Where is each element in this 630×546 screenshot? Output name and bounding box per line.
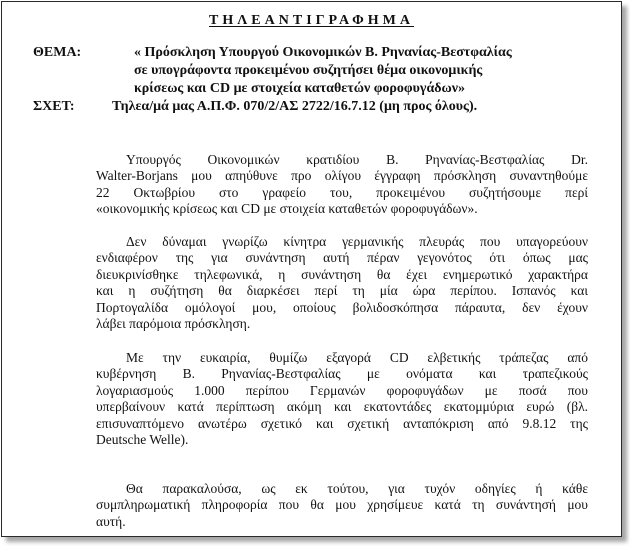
- paragraph-line: Με την ευκαιρία, θυμίζω εξαγορά CD ελβετικής τράπεζας από: [126, 350, 588, 365]
- paragraph-line: Πορτογαλίδα ομόλογοί μου, οποίους βολιδοσκόπησα πάραυτα, δεν έχουν: [96, 299, 588, 315]
- paragraph-line: λάβει παρόμοια πρόσκληση.: [96, 316, 251, 332]
- reference-line: [33, 98, 603, 116]
- paragraph-line: Υπουργός Οικονομικών κρατιδίου Β. Ρηνανίας-Βεστφαλίας Dr.: [126, 152, 588, 167]
- paragraph-2: [96, 234, 588, 332]
- paragraph-4: [96, 481, 588, 530]
- paragraph-line: «οικονομικής κρίσεως και CD με στοιχεία καταθετών φοροφυγάδων».: [96, 201, 478, 217]
- paragraph-line: λογαριασμούς 1.000 περίπου Γερμανών φοροφυγάδων με ποσά που: [96, 382, 588, 398]
- paragraph-line: αυτή.: [96, 513, 126, 529]
- document-title: ΤΗΛΕΑΝΤΙΓΡΑΦΗΜΑ: [209, 13, 414, 28]
- paragraph-line: διευκρινίσθηκε τηλεφωνικά, η συνάντηση θα έχει ενημερωτικό χαρακτήρα: [96, 266, 588, 282]
- subject-line: [33, 44, 603, 62]
- paragraph-line: κυβέρνηση Β. Ρηνανίας-Βεστφαλίας με ονόματα και τραπεζικούς: [96, 366, 588, 382]
- document-page: [1, 1, 622, 537]
- paragraph-line: και η συζήτηση θα διαρκέσει περί τη μία ώρα περίπου. Ισπανός και: [96, 283, 588, 299]
- paragraph-line: ενδιαφέρον της για συνάντηση αυτή πέραν γεγονότος ότι όπως μας: [96, 250, 588, 266]
- subject-text-line: « Πρόσκληση Υπουργού Οικονομικών Β. Ρηνανίας-Βεστφαλίας: [134, 45, 512, 60]
- paragraph-line: υπερβαίνουν κατά περίπτωση ακόμη και εκατοντάδες εκατομμύρια ευρώ (βλ.: [96, 399, 588, 415]
- paragraph-line: Θα παρακαλούσα, ως εκ τούτου, για τυχόν οδηγίες ή κάθε: [126, 481, 588, 496]
- paragraph-3: [96, 350, 588, 448]
- paragraph-line: 22 Οκτωβρίου στο γραφείο του, προκειμένου συζητήσουμε περί: [96, 184, 588, 200]
- paragraph-1: [96, 152, 588, 218]
- paragraph-line: Walter-Borjans μου απηύθυνε προ ολίγου έγγραφη πρόσκληση συναντηθούμε: [96, 168, 588, 184]
- subject-text-line: σε υπογράφοντα προκειμένου συζητήσει θέμα οικονομικής: [134, 63, 483, 78]
- subject-block: [33, 44, 603, 116]
- paragraph-line: Δεν δύναμαι γνωρίζω κίνητρα γερμανικής πλευράς που υπαγορεύουν: [126, 234, 588, 249]
- subject-text-line: κρίσεως και CD με στοιχεία καταθετών φοροφυγάδων»: [134, 81, 466, 96]
- reference-label: ΣΧΕΤ:: [33, 99, 75, 114]
- paragraph-line: Deutsche Welle).: [96, 432, 189, 448]
- paragraph-line: συμπληρωματική πληροφορία που θα μου χρησίμευε κατά τη συνάντησή μου: [96, 497, 588, 513]
- paragraph-line: επισυναπτόμενο ανωτέρω σχετικό και σχετική ανταπόκριση από 9.8.12 της: [96, 415, 588, 431]
- reference-text: Τηλεα/μά μας Α.Π.Φ. 070/2/ΑΣ 2722/16.7.12 (μη προς όλους).: [112, 99, 478, 114]
- subject-label: ΘΕΜΑ:: [33, 45, 82, 60]
